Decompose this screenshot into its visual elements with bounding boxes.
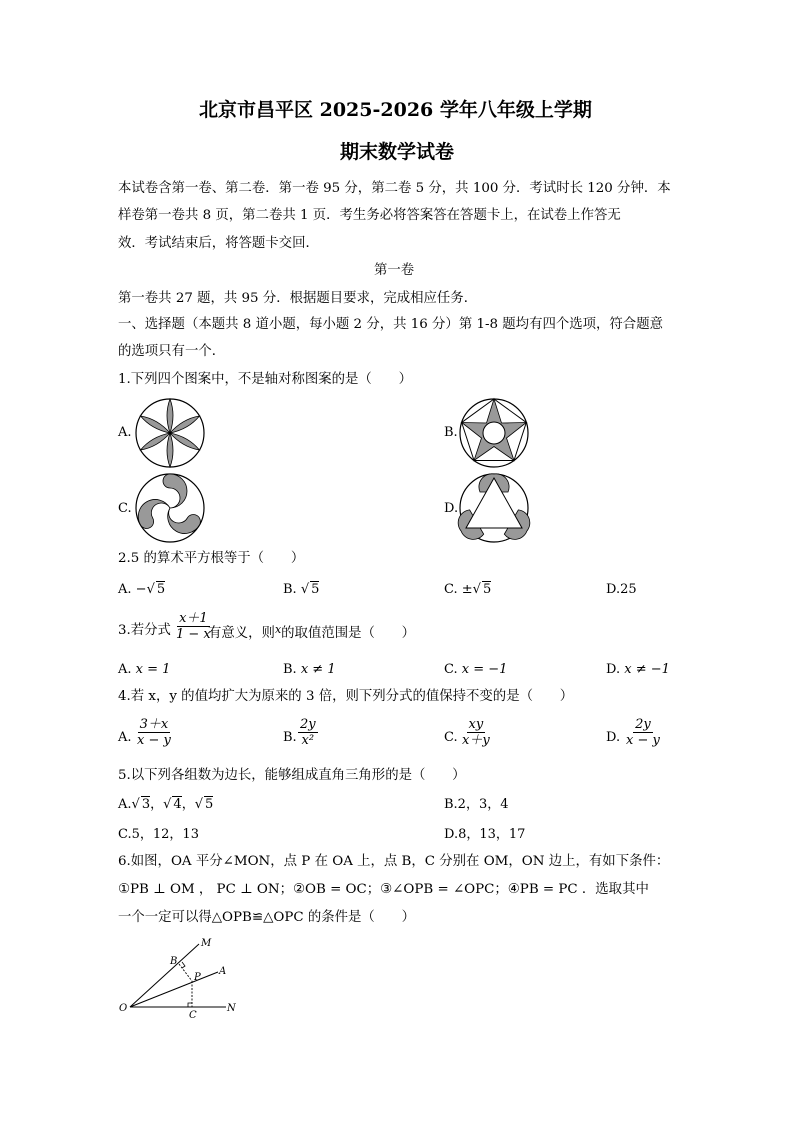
exam-title: 北京市昌平区 2025-2026 学年八年级上学期	[199, 99, 592, 121]
q6-label-o: O	[119, 1003, 128, 1014]
q1-option-a-label: A.	[118, 425, 132, 440]
q3-variable: x	[274, 623, 282, 636]
q2-option-a-label: A.	[118, 582, 132, 597]
q4-option-c-label: C.	[444, 730, 458, 745]
q3-option-c-label: C.	[444, 662, 458, 677]
q3-fraction-denominator: 1 − x	[176, 627, 211, 642]
q5-separator-2: ，	[181, 797, 195, 812]
q3-option-d	[606, 663, 670, 676]
q6-label-n: N	[227, 1003, 236, 1014]
q5-option-a-root-2: 4	[173, 797, 182, 812]
q2-option-a-sign: −	[135, 582, 147, 597]
q4-stem: 4.若 x，y 的值均扩大为原来的 3 倍，则下列分式的值保持不变的是（ ）	[118, 689, 574, 704]
q3-stem-end: 的取值范围是（ ）	[281, 626, 416, 641]
q2-stem: 2.5 的算术平方根等于（ ）	[118, 551, 305, 566]
q2-option-d	[606, 583, 637, 596]
q1-option-c-label: C.	[118, 501, 132, 516]
section-heading-line-1: 一、选择题（本题共 8 道小题，每小题 2 分，共 16 分）第 1-8 题均有四个选项，符合题意	[118, 317, 663, 332]
q4-option-d-denominator: x − y	[626, 733, 660, 748]
q2-option-b-label: B.	[283, 582, 297, 597]
section-heading-line-2: 的选项只有一个．	[118, 344, 226, 359]
q3-option-b-value: x ≠ 1	[300, 662, 336, 677]
q4-option-a-label: A.	[118, 730, 132, 745]
q1-stem: 1.下列四个图案中，不是轴对称图案的是（ ）	[118, 372, 412, 387]
q4-option-d-label: D.	[606, 730, 621, 745]
part1-description: 第一卷共 27 题，共 95 分．根据题目要求，完成相应任务．	[118, 291, 478, 306]
q3-option-a-label: A.	[118, 662, 132, 677]
q3-fraction-numerator: x＋1	[179, 611, 208, 626]
q2-option-a-radicand: 5	[156, 582, 166, 597]
q1-figure-a-flower	[134, 397, 206, 469]
q6-label-m: M	[201, 938, 212, 949]
q3-option-c	[444, 663, 507, 676]
exam-subtitle: 期末数学试卷	[340, 141, 455, 163]
q2-option-b-radicand: 5	[311, 582, 320, 597]
q3-option-d-value: x ≠ −1	[624, 662, 670, 677]
q4-option-c-numerator: xy	[468, 717, 484, 732]
q1-option-b-label: B.	[444, 425, 458, 440]
instructions-line-1: 本试卷含第一卷、第二卷．第一卷 95 分，第二卷 5 分，共 100 分．考试时长 120 分钟．本	[118, 181, 671, 196]
q4-option-c-denominator: x＋y	[462, 733, 490, 748]
instructions-line-3: 效．考试结束后，将答题卡交回．	[118, 236, 319, 251]
q4-option-a-denominator: x − y	[137, 733, 171, 748]
q4-option-b-denominator: x²	[301, 733, 315, 748]
q2-option-c: C. ±√ 5	[444, 582, 492, 597]
q3-option-a-value: x = 1	[135, 662, 171, 677]
q5-option-d: D.8，13，17	[444, 827, 526, 842]
q4-option-a-fraction	[135, 717, 173, 748]
q2-option-c-radicand: 5	[482, 582, 492, 597]
q6-label-a: A	[219, 966, 227, 977]
q6-line-3: 一个一定可以得△OPB≌△OPC 的条件是（ ）	[118, 910, 415, 925]
q3-option-c-value: x = −1	[461, 662, 508, 677]
instructions-line-2: 样卷第一卷共 8 页，第二卷共 1 页．考生务必将答案答在答题卡上，在试卷上作答无	[118, 208, 621, 223]
q5-option-c: C.5，12，13	[118, 827, 199, 842]
q6-line-1: 6.如图，OA 平分∠MON，点 P 在 OA 上，点 B，C 分别在 OM，ON 边上，有如下条件：	[118, 854, 670, 869]
q1-option-d-label: D.	[444, 501, 459, 516]
q5-stem: 5.以下列各组数为边长，能够组成直角三角形的是（ ）	[118, 768, 466, 783]
q4-option-b-numerator: 2y	[300, 717, 316, 732]
q4-option-c-fraction	[460, 717, 492, 748]
q3-option-b-label: B.	[283, 662, 297, 677]
q3-option-b	[283, 663, 336, 676]
q2-option-d-label: D.	[606, 582, 621, 597]
q6-line-2: ①PB ⊥ OM ， PC ⊥ ON；②OB = OC；③∠OPB = ∠OPC；④PB = PC ．选取其中	[118, 882, 649, 897]
q1-figure-d-triangle	[458, 472, 530, 544]
q6-label-p: P	[194, 972, 201, 983]
q3-option-a	[118, 663, 170, 676]
q5-option-a-root-1: 3	[141, 797, 151, 812]
q1-figure-b-star	[458, 397, 530, 469]
q5-option-b: B.2，3，4	[444, 797, 509, 812]
q5-separator-1: ，	[150, 797, 164, 812]
q3-stem-post	[208, 624, 415, 640]
q3-option-d-label: D.	[606, 662, 621, 677]
q3-stem-pre: 3.若分式	[118, 623, 171, 638]
q5-option-a-label: A.	[118, 797, 132, 812]
q4-option-b-label: B.	[283, 730, 297, 745]
q5-option-a: A.√ 3，√ 4，√ 5	[118, 797, 214, 812]
q6-label-c: C	[189, 1010, 197, 1021]
q3-stem-middle: 有意义，则	[208, 626, 275, 641]
q4-option-a-numerator: 3＋x	[139, 717, 169, 732]
q6-label-b: B	[170, 956, 178, 967]
q4-option-b-fraction	[298, 717, 318, 748]
q2-option-a: A. −√ 5	[118, 582, 166, 597]
q2-option-c-label: C.	[444, 582, 458, 597]
q5-option-a-root-3: 5	[205, 797, 214, 812]
q2-option-c-sign: ±	[461, 582, 473, 597]
q4-option-d-numerator: 2y	[635, 717, 651, 732]
q1-figure-c-swirl	[134, 472, 206, 544]
q2-option-b: B. √ 5	[283, 582, 320, 597]
part1-heading: 第一卷	[374, 263, 415, 278]
q4-option-d-fraction	[624, 717, 662, 748]
q2-option-d-value: 25	[620, 582, 637, 597]
q3-fraction	[174, 611, 213, 642]
q6-angle-figure	[116, 936, 246, 1020]
